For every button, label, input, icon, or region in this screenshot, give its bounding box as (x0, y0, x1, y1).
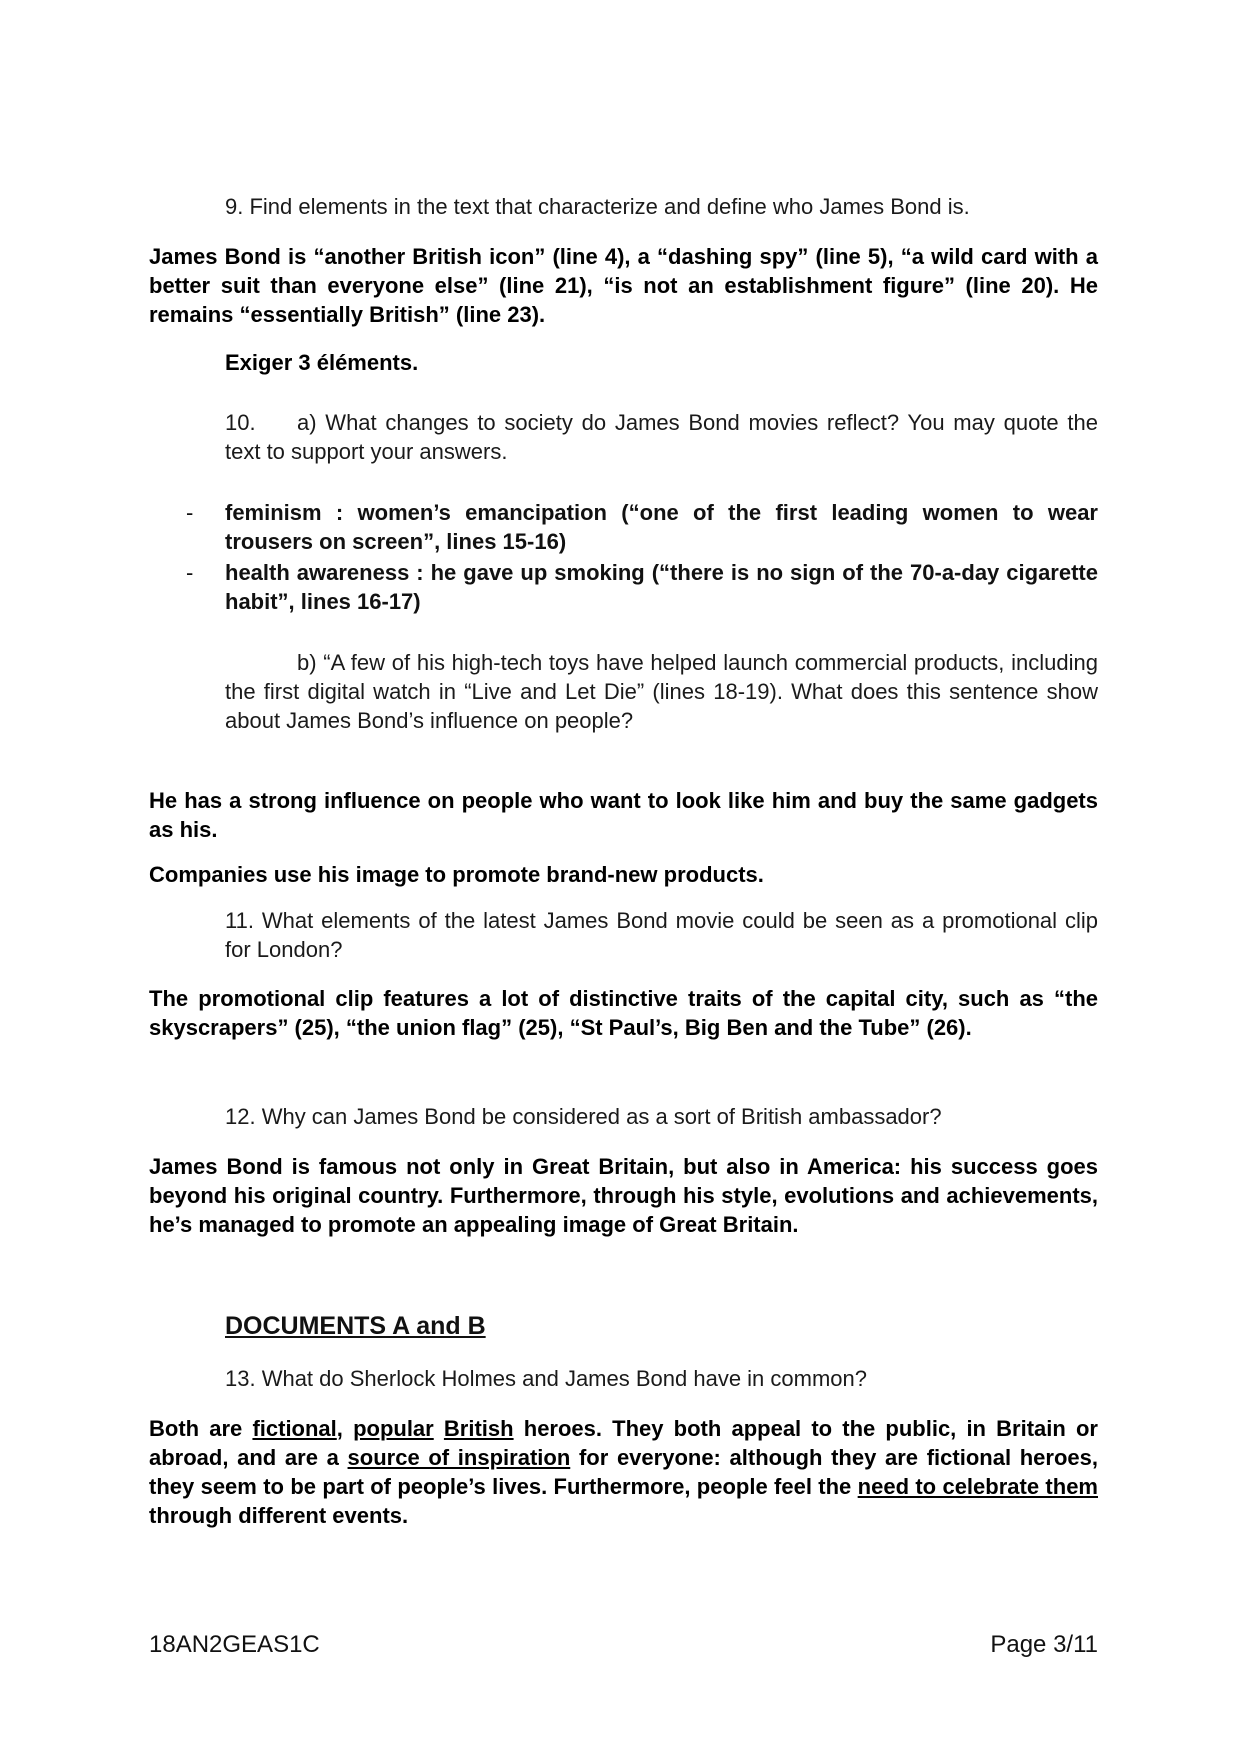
answer-10a-bullet-1: feminism : women’s emancipation (“one of the first leading women to wear trousers on screen”, lines 15-16) (225, 500, 1098, 554)
bullet-dash: - (186, 560, 194, 585)
marking-note-9: Exiger 3 éléments. (225, 350, 419, 375)
answer-12: James Bond is famous not only in Great Britain, but also in America: his success goes beyond his original country. Furthermore, through his style, evolutions and achievements, he’s managed to promote an appealing image of Great Britain. (149, 1154, 1098, 1237)
question-9: 9. Find elements in the text that characterize and define who James Bond is. (225, 194, 970, 219)
underlined-keyword: popular (353, 1416, 434, 1441)
answer-10b-part-1: He has a strong influence on people who want to look like him and buy the same gadgets as his. (149, 788, 1098, 842)
section-heading: DOCUMENTS A and B (225, 1312, 486, 1340)
underlined-keyword: need to celebrate them (857, 1474, 1098, 1499)
underlined-keyword: source of inspiration (347, 1445, 571, 1470)
bullet-dash: - (186, 500, 194, 525)
answer-10a-bullet-2: health awareness : he gave up smoking (“there is no sign of the 70-a-day cigarette habit”, lines 16-17) (225, 560, 1098, 614)
underlined-keyword: British (443, 1416, 514, 1441)
underlined-keyword: fictional (252, 1416, 337, 1441)
question-10b-text: b) “A few of his high-tech toys have helped launch commercial products, including the first digital watch in “Live and Let Die” (lines 18-19). What does this sentence show about James Bond’s influence on people? (225, 650, 1098, 733)
question-10-number: 10. (225, 410, 256, 435)
question-10a-text: a) What changes to society do James Bond movies reflect? You may quote the text to support your answers. (225, 410, 1098, 464)
question-11: 11. What elements of the latest James Bond movie could be seen as a promotional clip for London? (225, 908, 1098, 962)
answer-11: The promotional clip features a lot of distinctive traits of the capital city, such as “the skyscrapers” (25), “the union flag” (25), “St Paul’s, Big Ben and the Tube” (26). (149, 986, 1098, 1040)
answer-13: Both are fictional, popular British heroes. They both appeal to the public, in Britain or abroad, and are a source of inspiration for everyone: although they are fictional heroes, they seem to be part of people’s lives. Furthermore, people feel the need to celebrate them through different events. (149, 1416, 1098, 1528)
answer-9: James Bond is “another British icon” (line 4), a “dashing spy” (line 5), “a wild card with a better suit than everyone else” (line 21), “is not an establishment figure” (line 20). He remains “essentially British” (line 23). (149, 244, 1098, 327)
footer-document-code: 18AN2GEAS1C (149, 1631, 320, 1658)
question-10a (225, 408, 1098, 466)
answer-10b-part-2: Companies use his image to promote brand-new products. (149, 862, 764, 887)
question-10b (225, 648, 1098, 735)
footer-page-number: Page 3/11 (990, 1631, 1098, 1658)
question-12: 12. Why can James Bond be considered as a sort of British ambassador? (225, 1104, 942, 1129)
question-13: 13. What do Sherlock Holmes and James Bond have in common? (225, 1366, 867, 1391)
